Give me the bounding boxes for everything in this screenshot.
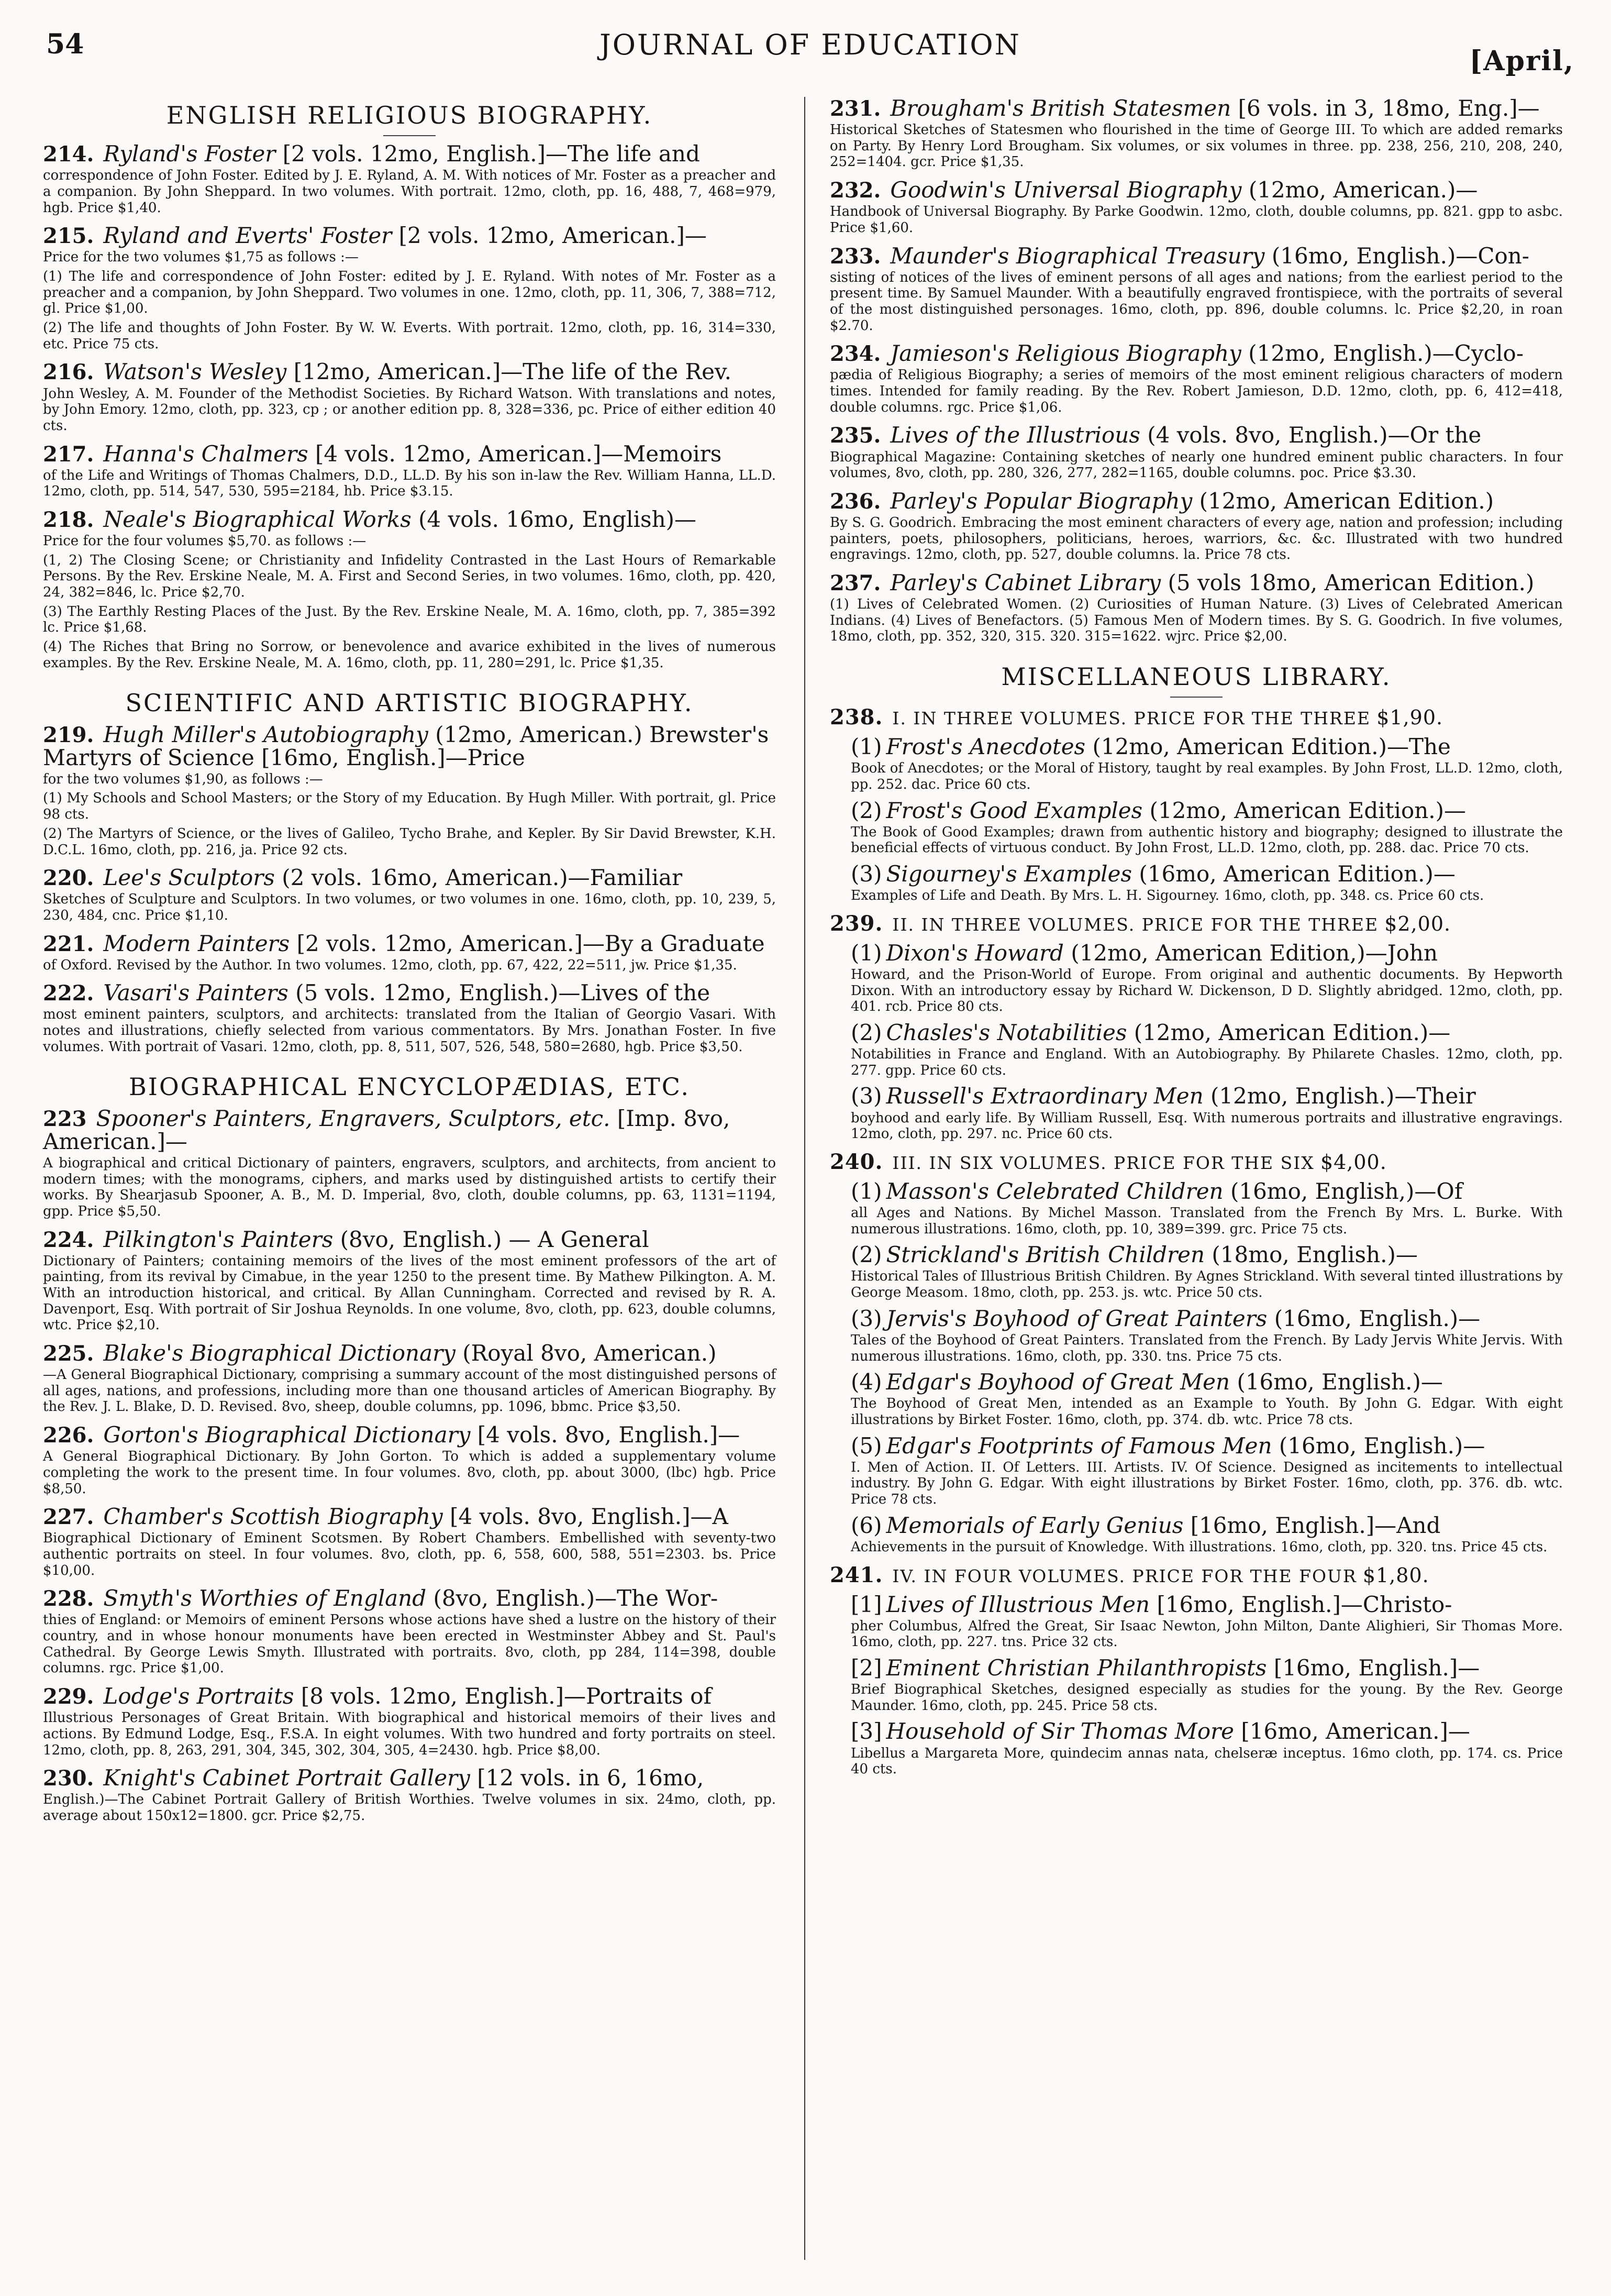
entry-format: (12mo, American.)— <box>1248 177 1478 203</box>
item-title: Household of Sir Thomas More <box>886 1718 1235 1745</box>
entry-format: (4 vols. 8vo, English.)—Or the <box>1147 422 1482 448</box>
entry-heading <box>43 1423 776 1447</box>
entry-description: By S. G. Goodrich. Embracing the most eminent characters of every age, nation and profession; including painters, poets, philosophers, politicians, heroes, warriors, &c. &c. Illustrated with two hundred engravings. 12mo, cloth, pp. 527, double columns. la. Price 78 cts. <box>830 514 1563 563</box>
entry-description: A biographical and critical Dictionary of painters, engravers, sculptors, and architects, from ancient to modern times; with the monograms, ciphers, and marks used by distinguished artists to certify their works. By Shearjasub Spooner, A. B., M. D. Imperial, 8vo, cloth, double columns, pp. 63, 1131=1194, gpp. Price $5,50. <box>43 1155 776 1219</box>
entry-heading <box>43 1342 776 1365</box>
volume-group-heading <box>830 1150 1563 1175</box>
item-heading <box>851 1720 1563 1743</box>
volume-group-label: III. IN SIX VOLUMES. PRICE FOR THE SIX <box>892 1152 1315 1173</box>
item-heading <box>851 1180 1563 1203</box>
entry-number: 222. <box>43 981 94 1006</box>
entry-heading <box>43 508 776 531</box>
page-number: 54 <box>46 28 84 60</box>
item-format: (12mo, American Edition.)— <box>1149 797 1466 823</box>
entry-number: 232. <box>830 178 881 203</box>
entry-format: [4 vols. 12mo, American.]—Memoirs <box>315 440 722 467</box>
item-marker: (1) <box>851 734 882 760</box>
entry-format: [6 vols. in 3, 18mo, Eng.]— <box>1238 95 1540 121</box>
entry-format: [Imp. 8vo, American.]— <box>43 1105 730 1154</box>
volume-item <box>851 863 1563 904</box>
volume-group-price: $1,80. <box>1362 1563 1429 1587</box>
item-marker: [1] <box>851 1591 882 1617</box>
entry-number: 214. <box>43 142 94 167</box>
entry-sub-item: (3) The Earthly Resting Places of the Just. By the Rev. Erskine Neale, M. A. 16mo, cloth, pp. 7, 385=392 lc. Price $1,68. <box>43 603 776 636</box>
volume-item <box>851 1654 1563 1714</box>
volume-group-label: I. IN THREE VOLUMES. PRICE FOR THE THREE <box>892 708 1371 729</box>
entry-number: 224. <box>43 1227 94 1252</box>
entry-number: 234. <box>830 341 881 367</box>
entry-number: 215. <box>43 224 94 249</box>
entry-heading <box>830 571 1563 594</box>
entry-heading <box>43 866 776 889</box>
entry-number: 230. <box>43 1766 94 1791</box>
entry-number: 241. <box>830 1562 883 1587</box>
entry-title: Lives of the Illustrious <box>890 422 1140 448</box>
item-marker: (2) <box>851 1020 882 1046</box>
catalog-entry <box>830 342 1563 415</box>
entry-description: Price for the four volumes $5,70. as follows :— <box>43 533 366 549</box>
entry-heading <box>43 1228 776 1251</box>
entry-number: 233. <box>830 244 881 269</box>
entry-title: Watson's Wesley <box>103 359 287 385</box>
entry-heading <box>43 932 776 955</box>
item-title: Masson's Celebrated Children <box>886 1178 1224 1204</box>
entry-description: Sketches of Sculpture and Sculptors. In two volumes, or two volumes in one. 16mo, cloth, pp. 10, 239, 5, 230, 484, cnc. Price $1,10. <box>43 891 776 923</box>
column-divider <box>804 97 805 2260</box>
entry-description: Price for the two volumes $1,75 as follows :— <box>43 249 359 266</box>
entry-description: Dictionary of Painters; containing memoirs of the lives of the most eminent professors of the art of painting, from its revival by Cimabue, in the year 1250 to the present time. By Mathew Pilkington. A. M. With an introduction historical, and critical. By Allan Cunningham. Corrected and revised by R. A. Davenport, Esq. With portrait of Sir Joshua Reynolds. In one volume, 8vo, cloth, pp. 623, double columns, wtc. Price $2,10. <box>43 1253 776 1333</box>
item-marker: (2) <box>851 1242 882 1268</box>
item-description: The Book of Good Examples; drawn from authentic history and biography; designed to illustrate the beneficial effects of virtuous conduct. By John Frost, LL.D. 12mo, cloth, pp. 288. dac. Price 70 cts. <box>851 824 1563 856</box>
entry-heading <box>43 1505 776 1528</box>
entry-description: pædia of Religious Biography; a series of memoirs of the most eminent religious characters of modern times. Intended for family reading. By the Rev. Robert Jamieson, D.D. 12mo, cloth, pp. 6, 412=418, double columns. rgc. Price $1,06. <box>830 367 1563 415</box>
item-description: Achievements in the pursuit of Knowledge. With illustrations. 16mo, cloth, pp. 320. tns. Price 45 cts. <box>851 1539 1548 1555</box>
entry-format: [12mo, American.]—The life of the Rev. <box>293 359 732 385</box>
entry-title: Lodge's Portraits <box>103 1683 294 1709</box>
entry-description: of Oxford. Revised by the Author. In two volumes. 12mo, cloth, pp. 67, 422, 22=511, jw. Price $1,35. <box>43 957 737 973</box>
item-title: Memorials of Early Genius <box>886 1512 1184 1538</box>
item-format: (16mo, English.)— <box>1274 1305 1481 1331</box>
entry-title: Hugh Miller's Autobiography <box>103 721 428 747</box>
item-heading <box>851 1307 1563 1330</box>
catalog-entry <box>830 179 1563 236</box>
section-title: ENGLISH RELIGIOUS BIOGRAPHY. <box>166 101 653 129</box>
entry-heading <box>830 342 1563 365</box>
catalog-entry <box>43 981 776 1055</box>
entry-format: [2 vols. 12mo, American.]—By a Graduate <box>296 930 765 956</box>
entry-number: 239. <box>830 911 883 936</box>
journal-title: JOURNAL OF EDUCATION <box>599 28 1021 61</box>
item-description: Historical Tales of Illustrious British Children. By Agnes Strickland. With several tinted illustrations by George Measom. 18mo, cloth, pp. 253. js. wtc. Price 50 cts. <box>851 1268 1563 1301</box>
item-format: (12mo, American Edition.)— <box>1134 1020 1451 1046</box>
volume-group-label: II. IN THREE VOLUMES. PRICE FOR THE THREE <box>892 914 1379 935</box>
entry-format: [8 vols. 12mo, English.]—Portraits of <box>301 1683 712 1709</box>
entry-heading <box>43 360 776 383</box>
catalog-entry <box>43 1685 776 1758</box>
entry-number: 226. <box>43 1423 94 1448</box>
item-title: Frost's Anecdotes <box>886 734 1086 760</box>
item-format: [16mo, American.]— <box>1241 1718 1470 1745</box>
entry-format: [2 vols. 12mo, English.]—The life and <box>282 141 700 167</box>
volume-group-price: $2,00. <box>1384 912 1451 935</box>
volume-group-price: $4,00. <box>1320 1150 1387 1174</box>
volume-group-heading <box>830 705 1563 730</box>
item-heading <box>851 1593 1563 1616</box>
entry-title: Smyth's Worthies of England <box>103 1585 427 1611</box>
issue-month: [April, <box>1469 45 1574 77</box>
entry-description: most eminent painters, sculptors, and architects: translated from the Italian of Georgio Vasari. With notes and illustrations, chiefly selected from various commentators. By Mrs. Jonathan Foster. In five volumes. With portrait of Vasari. 12mo, cloth, pp. 8, 511, 507, 526, 548, 580=2680, hgb. Price $3,50. <box>43 1007 776 1055</box>
entry-format: (2 vols. 16mo, American.)—Familiar <box>282 865 683 891</box>
volume-item <box>851 1720 1563 1777</box>
catalog-entry <box>43 723 776 858</box>
entry-number: 216. <box>43 360 94 385</box>
item-format: [16mo, English.]— <box>1273 1654 1480 1681</box>
volume-group-heading <box>830 911 1563 936</box>
left-column <box>43 97 776 1833</box>
entry-number: 238. <box>830 705 883 730</box>
entry-description: Historical Sketches of Statesmen who flourished in the time of George III. To which are added remarks on Party. By Henry Lord Brougham. Six volumes, or six volumes in three. pp. 238, 256, 210, 208, 240, 252=1404. gcr. Price $1,35. <box>830 122 1563 170</box>
item-description: Tales of the Boyhood of Great Painters. Translated from the French. By Lady Jervis White Jervis. With numerous illustrations. 16mo, cloth, pp. 330. tns. Price 75 cts. <box>851 1332 1563 1364</box>
entry-sub-item: (1) The life and correspondence of John Foster: edited by J. E. Ryland. With notes of Mr. Foster as a preacher and a companion, by John Sheppard. Two volumes in one. 12mo, cloth, pp. 11, 306, 7, 388=712, gl. Price $1,00. <box>43 269 776 317</box>
item-title: Lives of Illustrious Men <box>886 1591 1150 1617</box>
item-description: Howard, and the Prison-World of Europe. From original and authentic documents. By Hepworth Dixon. With an introductory essay by Richard W. Dickenson, D D. Slightly abridged. 12mo, cloth, pp. 401. rcb. Price 80 cts. <box>851 967 1563 1015</box>
item-heading <box>851 1085 1563 1108</box>
item-title: Edgar's Boyhood of Great Men <box>886 1369 1230 1395</box>
entry-title: Parley's Popular Biography <box>890 488 1193 514</box>
item-title: Dixon's Howard <box>886 940 1064 966</box>
section-title: BIOGRAPHICAL ENCYCLOPÆDIAS, ETC. <box>129 1073 690 1101</box>
item-title: Frost's Good Examples <box>886 797 1143 823</box>
volume-item <box>851 1021 1563 1078</box>
volume-item <box>851 1307 1563 1364</box>
right-column <box>830 97 1563 1784</box>
entry-format: [12 vols. in 6, 16mo, <box>477 1765 704 1791</box>
item-marker: (3) <box>851 861 882 887</box>
item-heading <box>851 1654 1563 1681</box>
entry-title: Knight's Cabinet Portrait Gallery <box>103 1765 470 1791</box>
entry-description: for the two volumes $1,90, as follows :— <box>43 771 323 787</box>
catalog-entry <box>43 1423 776 1497</box>
item-title: Sigourney's Examples <box>886 861 1132 887</box>
entry-heading <box>43 142 776 165</box>
catalog-entry <box>43 1505 776 1579</box>
item-heading <box>851 1434 1563 1458</box>
catalog-entry <box>43 440 776 500</box>
entry-title: Ryland's Foster <box>103 141 276 167</box>
item-marker: [2] <box>851 1654 882 1681</box>
entry-title: Jamieson's Religious Biography <box>890 340 1241 367</box>
section-rule <box>383 135 436 136</box>
entry-number: 231. <box>830 96 881 121</box>
catalog-entry <box>43 1228 776 1333</box>
entry-format: [4 vols. 8vo, English.]—A <box>450 1504 728 1530</box>
entry-number: 228. <box>43 1586 94 1611</box>
entry-heading <box>830 242 1563 269</box>
item-title: Russell's Extraordinary Men <box>886 1083 1204 1109</box>
entry-description: English.)—The Cabinet Portrait Gallery of British Worthies. Twelve volumes in six. 24mo, cloth, pp. average about 150x12=1800. gcr. Price $2,75. <box>43 1792 776 1824</box>
catalog-entry <box>43 1107 776 1220</box>
entry-title: Blake's Biographical Dictionary <box>103 1340 455 1366</box>
entry-description: —A General Biographical Dictionary, comprising a summary account of the most distinguished persons of all ages, nations, and professions, including more than one thousand articles of American Biography. By the Rev. J. L. Blake, D. D. Revised. 8vo, sheep, double columns, pp. 1096, bbmc. Price $3,50. <box>43 1367 776 1415</box>
item-heading <box>851 1514 1563 1537</box>
entry-title: Parley's Cabinet Library <box>890 569 1161 595</box>
entry-number: 221. <box>43 931 94 956</box>
catalog-entry <box>43 1342 776 1415</box>
catalog-entry <box>830 97 1563 170</box>
catalog-entry <box>830 242 1563 334</box>
item-marker: (1) <box>851 940 882 966</box>
item-title: Edgar's Footprints of Famous Men <box>886 1432 1272 1459</box>
entry-number: 218. <box>43 507 94 532</box>
item-heading <box>851 1021 1563 1044</box>
entry-sub-item: (2) The life and thoughts of John Foster. By W. W. Everts. With portrait. 12mo, cloth, pp. 16, 314=330, etc. Price 75 cts. <box>43 320 776 352</box>
item-heading <box>851 863 1563 886</box>
entry-title: Brougham's British Statesmen <box>890 95 1231 121</box>
entry-title: Modern Painters <box>103 930 290 956</box>
entry-number: 225. <box>43 1341 94 1366</box>
entry-heading <box>43 1767 776 1790</box>
item-description: boyhood and early life. By William Russell, Esq. With numerous portraits and illustrative engravings. 12mo, cloth, pp. 297. nc. Price 60 cts. <box>851 1110 1563 1142</box>
item-title: Strickland's British Children <box>886 1242 1205 1268</box>
entry-number: 235. <box>830 423 881 448</box>
entry-title: Neale's Biographical Works <box>103 506 412 532</box>
catalog-entry <box>43 1587 776 1676</box>
item-format: [16mo, English.]—And <box>1190 1512 1441 1538</box>
entry-heading <box>43 1107 776 1153</box>
entry-heading <box>43 1587 776 1610</box>
entry-description: sisting of notices of the lives of eminent persons of all ages and nations; from the earliest period to the present time. By Samuel Maunder. With a beautifully engraved frontispiece, with the portraits of several of the most distinguished personages. 16mo, cloth, pp. 896, double columns. lc. Price $2,20, in roan $2.70. <box>830 269 1563 334</box>
item-heading <box>851 1371 1563 1394</box>
item-format: (16mo, English,)—Of <box>1230 1178 1463 1204</box>
entry-number: 220. <box>43 866 94 891</box>
volume-item <box>851 1243 1563 1300</box>
entry-number: 236. <box>830 489 881 514</box>
entry-format: [4 vols. 8vo, English.]— <box>477 1422 740 1448</box>
catalog-entry <box>43 508 776 671</box>
item-heading <box>851 799 1563 822</box>
entry-title: Vasari's Painters <box>103 980 288 1006</box>
entry-description: of the Life and Writings of Thomas Chalmers, D.D., LL.D. By his son in-law the Rev. William Hanna, LL.D. 12mo, cloth, pp. 514, 547, 530, 595=2184, hb. Price $3.15. <box>43 467 776 500</box>
entry-title: Chamber's Scottish Biography <box>103 1504 443 1530</box>
catalog-entry <box>43 360 776 434</box>
item-format: [16mo, English.]—Christo- <box>1157 1591 1452 1617</box>
entry-heading <box>43 224 776 247</box>
entry-number: 219. <box>43 722 94 747</box>
catalog-entry <box>830 490 1563 563</box>
entry-description: Illustrious Personages of Great Britain. With biographical and historical memoirs of their lives and actions. By Edmund Lodge, Esq., F.S.A. In eight volumes. With two hundred and forty portraits on steel. 12mo, cloth, pp. 8, 263, 291, 304, 345, 302, 304, 305, 4=2430. hgb. Price $8,00. <box>43 1710 776 1758</box>
entry-heading <box>830 424 1563 447</box>
catalog-entry <box>43 224 776 352</box>
item-description: The Boyhood of Great Men, intended as an Example to Youth. By John G. Edgar. With eight illustrations by Birket Foster. 16mo, cloth, pp. 374. db. wtc. Price 78 cts. <box>851 1396 1563 1428</box>
volume-group-heading <box>830 1563 1563 1588</box>
volume-item <box>851 942 1563 1015</box>
item-description: Libellus a Margareta More, quindecim annas nata, chelseræ inceptus. 16mo cloth, pp. 174. cs. Price 40 cts. <box>851 1745 1563 1778</box>
entry-format: (Royal 8vo, American.) <box>462 1340 717 1366</box>
item-title: Chasles's Notabilities <box>886 1020 1127 1046</box>
entry-number: 227. <box>43 1505 94 1530</box>
item-description: Brief Biographical Sketches, designed especially as studies for the young. By the Rev. George Maunder. 16mo, cloth, pp. 245. Price 58 cts. <box>851 1682 1563 1714</box>
item-description: I. Men of Action. II. Of Letters. III. Artists. IV. Of Science. Designed as incitements to intellectual industry. By John G. Edgar. With eight illustrations by Birket Foster. 16mo, cloth, pp. 376. db. wtc. Price 78 cts. <box>851 1459 1563 1508</box>
entry-title: Gorton's Biographical Dictionary <box>103 1422 471 1448</box>
item-format: (16mo, English.)— <box>1279 1432 1485 1459</box>
entry-sub-item: (1) My Schools and School Masters; or the Story of my Education. By Hugh Miller. With portrait, gl. Price 98 cts. <box>43 790 776 823</box>
item-marker: (3) <box>851 1083 882 1109</box>
volume-item <box>851 1085 1563 1142</box>
entry-format: (8vo, English.) — A General <box>340 1226 649 1252</box>
entry-heading <box>43 981 776 1005</box>
item-marker: (4) <box>851 1369 882 1395</box>
item-marker: (6) <box>851 1512 882 1538</box>
entry-sub-item: (2) The Martyrs of Science, or the lives of Galileo, Tycho Brahe, and Kepler. By Sir David Brewster, K.H. D.C.L. 16mo, cloth, pp. 216, ja. Price 92 cts. <box>43 825 776 858</box>
entry-description: Biographical Dictionary of Eminent Scotsmen. By Robert Chambers. Embellished with seventy-two authentic portraits on steel. In four volumes. 8vo, cloth, pp. 6, 558, 600, 588, 551=2303. bs. Price $10,00. <box>43 1530 776 1579</box>
item-marker: (5) <box>851 1432 882 1459</box>
item-format: (16mo, American Edition.)— <box>1139 861 1456 887</box>
item-heading <box>851 1243 1563 1266</box>
entry-title: Goodwin's Universal Biography <box>890 177 1242 203</box>
item-title: Eminent Christian Philanthropists <box>886 1654 1267 1681</box>
item-description: Book of Anecdotes; or the Moral of History, taught by real examples. By John Frost, LL.D. 12mo, cloth, pp. 252. dac. Price 60 cts. <box>851 760 1563 793</box>
catalog-entry <box>43 866 776 923</box>
catalog-entry <box>830 571 1563 645</box>
volume-item <box>851 1371 1563 1428</box>
item-description: all Ages and Nations. By Michel Masson. Translated from the French By Mrs. L. Burke. With numerous illustrations. 16mo, cloth, pp. 10, 389=399. grc. Price 75 cts. <box>851 1205 1563 1237</box>
item-marker: (3) <box>851 1305 882 1331</box>
volume-item <box>851 1514 1563 1555</box>
volume-item <box>851 1593 1563 1650</box>
catalog-entry <box>43 1767 776 1824</box>
item-description: Notabilities in France and England. With an Autobiography. By Philarete Chasles. 12mo, cloth, pp. 277. gpp. Price 60 cts. <box>851 1046 1563 1078</box>
entry-number: 229. <box>43 1684 94 1709</box>
item-heading <box>851 735 1563 758</box>
entry-sub-item: (1, 2) The Closing Scene; or Christianity and Infidelity Contrasted in the Last Hours of Remarkable Persons. By the Rev. Erskine Neale, M. A. First and Second Series, in two volumes. 16mo, cloth, pp. 420, 24, 382=846, lc. Price $2,70. <box>43 552 776 601</box>
entry-description: (1) Lives of Celebrated Women. (2) Curiosities of Human Nature. (3) Lives of Celebrated American Indians. (4) Lives of Benefactors. (5) Famous Men of Modern times. By S. G. Goodrich. In five volumes, 18mo, cloth, pp. 352, 320, 315. 320. 315=1622. wjrc. Price $2,00. <box>830 597 1563 645</box>
entry-sub-item: (4) The Riches that Bring no Sorrow, or benevolence and avarice exhibited in the lives of numerous examples. By the Rev. Erskine Neale, M. A. 16mo, cloth, pp. 11, 280=291, lc. Price $1,35. <box>43 639 776 671</box>
entry-description: thies of England: or Memoirs of eminent Persons whose actions have shed a lustre on the history of their country, and in whose honour monuments have been erected in Westminster Abbey and St. Paul's Cathedral. By George Lewis Smyth. Illustrated with portraits. 8vo, cloth, pp 284, 114=398, double columns. rgc. Price $1,00. <box>43 1612 776 1676</box>
entry-description: Handbook of Universal Biography. By Parke Goodwin. 12mo, cloth, double columns, pp. 821. gpp to asbc. Price $1,60. <box>830 204 1563 236</box>
entry-number: 217. <box>43 441 94 467</box>
entry-heading <box>43 440 776 467</box>
catalog-entry <box>830 424 1563 481</box>
entry-number: 223 <box>43 1106 87 1131</box>
entry-description: John Wesley, A. M. Founder of the Methodist Societies. By Richard Watson. With translations and notes, by John Emory. 12mo, cloth, pp. 323, cp ; or another edition pp. 8, 328=336, pc. Price of either edition 40 cts. <box>43 385 776 434</box>
entry-heading <box>830 490 1563 513</box>
item-format: (16mo, English.)— <box>1237 1369 1443 1395</box>
item-format: (12mo, English.)—Their <box>1210 1083 1476 1109</box>
entry-heading <box>830 179 1563 202</box>
entry-title: Spooner's Painters, Engravers, Sculptors, etc. <box>96 1105 610 1131</box>
page-header <box>46 19 1574 82</box>
catalog-entry <box>43 932 776 974</box>
entry-format: (16mo, English.)—Con- <box>1271 242 1529 269</box>
entry-description: A General Biographical Dictionary. By John Gorton. To which is added a supplementary volume completing the work to the present time. In four volumes. 8vo, cloth, pp. about 3000, (lbc) hgb. Price $8,50. <box>43 1449 776 1497</box>
entry-format: (5 vols 18mo, American Edition.) <box>1168 569 1535 595</box>
entry-heading <box>830 97 1563 120</box>
section-title: SCIENTIFIC AND ARTISTIC BIOGRAPHY. <box>125 689 694 718</box>
entry-format: (8vo, English.)—The Wor- <box>433 1585 718 1611</box>
section-title: MISCELLANEOUS LIBRARY. <box>1001 663 1392 691</box>
entry-number: 237. <box>830 570 881 595</box>
item-format: (12mo, American Edition.)—The <box>1092 734 1451 760</box>
volume-item <box>851 735 1563 792</box>
item-format: (12mo, American Edition,)—John <box>1071 940 1438 966</box>
item-description: pher Columbus, Alfred the Great, Sir Isaac Newton, John Milton, Dante Alighieri, Sir Thomas More. 16mo, cloth, pp. 227. tns. Price 32 cts. <box>851 1618 1563 1650</box>
entry-title: Hanna's Chalmers <box>103 440 308 467</box>
volume-item <box>851 1180 1563 1237</box>
entry-format: (5 vols. 12mo, English.)—Lives of the <box>295 980 710 1006</box>
entry-title: Maunder's Biographical Treasury <box>890 242 1265 269</box>
volume-group-price: $1,90. <box>1376 706 1443 730</box>
entry-heading <box>43 723 776 769</box>
item-marker: [3] <box>851 1718 882 1745</box>
volume-item <box>851 799 1563 856</box>
entry-format: (12mo, American.) Brewster's Martyrs of Science [16mo, English.]—Price <box>43 721 769 770</box>
entry-format: [2 vols. 12mo, American.]— <box>398 223 707 249</box>
item-marker: (1) <box>851 1178 882 1204</box>
entry-title: Ryland and Everts' Foster <box>103 223 392 249</box>
entry-format: (12mo, English.)—Cyclo- <box>1248 340 1524 367</box>
section-rule <box>1170 697 1223 698</box>
volume-group-label: IV. IN FOUR VOLUMES. PRICE FOR THE FOUR <box>892 1565 1357 1586</box>
item-format: (18mo, English.)— <box>1212 1242 1418 1268</box>
entry-number: 240. <box>830 1149 883 1174</box>
item-description: Examples of Life and Death. By Mrs. L. H. Sigourney. 16mo, cloth, pp. 348. cs. Price 60 cts. <box>851 888 1484 904</box>
item-marker: (2) <box>851 797 882 823</box>
entry-format: (4 vols. 16mo, English)— <box>418 506 697 532</box>
item-title: Jervis's Boyhood of Great Painters <box>886 1305 1268 1331</box>
catalog-entry <box>43 142 776 216</box>
entry-format: (12mo, American Edition.) <box>1199 488 1494 514</box>
entry-title: Pilkington's Painters <box>103 1226 334 1252</box>
entry-description: Biographical Magazine: Containing sketches of nearly one hundred eminent public characters. In four volumes, 8vo, cloth, pp. 280, 326, 277, 282=1165, double columns. poc. Price $3.30. <box>830 449 1563 481</box>
volume-item <box>851 1434 1563 1508</box>
entry-description: correspondence of John Foster. Edited by J. E. Ryland, A. M. With notices of Mr. Foster as a preacher and a companion. By John Sheppard. In two volumes. With portrait. 12mo, cloth, pp. 16, 488, 7, 468=979, hgb. Price $1,40. <box>43 168 776 216</box>
entry-title: Lee's Sculptors <box>103 865 275 891</box>
item-heading <box>851 942 1563 965</box>
entry-heading <box>43 1685 776 1708</box>
